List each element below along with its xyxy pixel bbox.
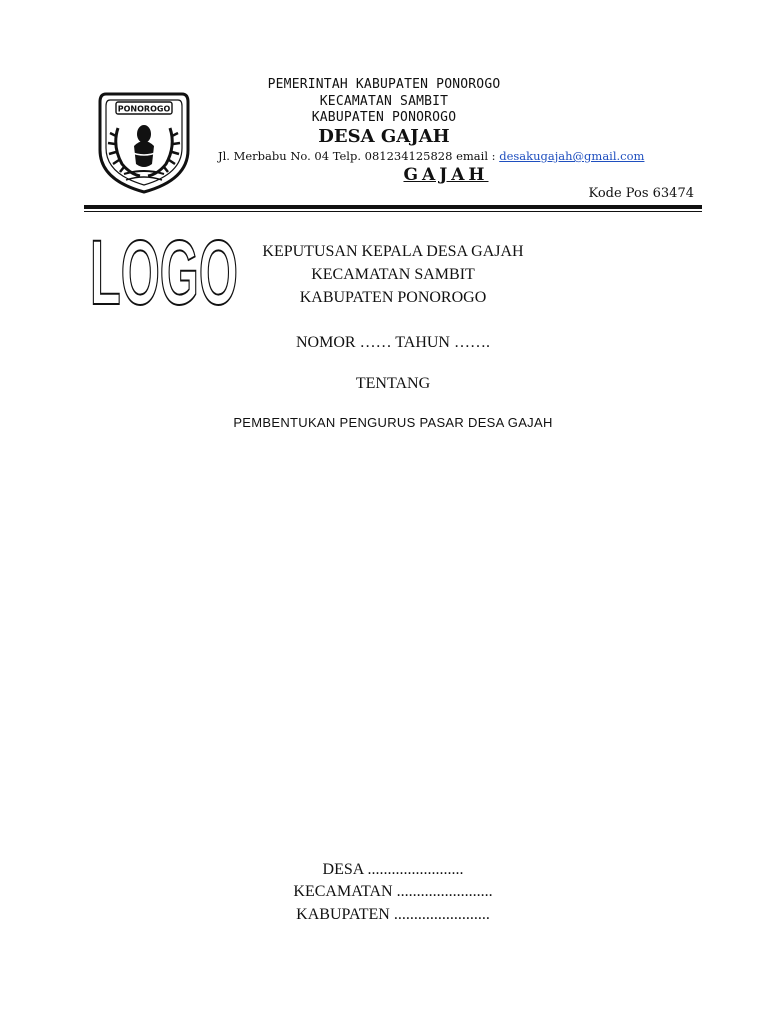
decree-title-line3: KABUPATEN PONOROGO (299, 289, 487, 306)
svg-text:PONOROGO: PONOROGO (117, 104, 171, 114)
email-link[interactable]: desakugajah@gmail.com (499, 149, 645, 163)
postal-code: Kode Pos 63474 (588, 186, 694, 201)
header-regency: KABUPATEN PONOROGO (311, 110, 457, 125)
decree-title-line2: KECAMATAN SAMBIT (311, 266, 475, 283)
decree-subject: PEMBENTUKAN PENGURUS PASAR DESA GAJAH (233, 415, 553, 430)
header-district: KECAMATAN SAMBIT (319, 94, 449, 109)
footer-kecamatan: KECAMATAN ........................ (293, 883, 493, 900)
header-village: DESA GAJAH (318, 126, 450, 147)
header-address (218, 149, 688, 163)
about-label: TENTANG (355, 375, 431, 392)
address-text: Jl. Merbabu No. 04 Telp. 081234125828 email : (218, 149, 500, 163)
header-government: PEMERINTAH KABUPATEN PONOROGO (267, 77, 501, 92)
decree-title-line1: KEPUTUSAN KEPALA DESA GAJAH (262, 243, 524, 260)
footer-desa: DESA ........................ (322, 861, 464, 878)
header-place: GAJAH (403, 165, 489, 185)
footer-kabupaten: KABUPATEN ........................ (296, 906, 490, 923)
header-divider-thick (84, 205, 702, 209)
header-divider-thin (84, 211, 702, 212)
logo-placeholder-text: LOGO (90, 235, 238, 309)
decree-number: NOMOR …… TAHUN ……. (296, 334, 490, 351)
